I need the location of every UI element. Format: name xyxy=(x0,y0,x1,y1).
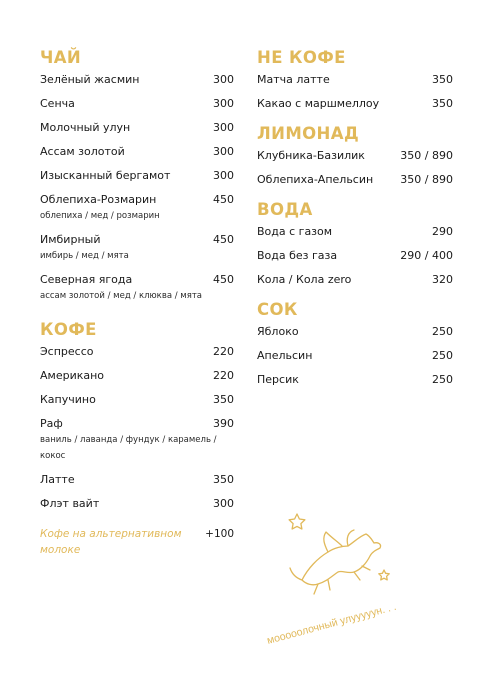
menu-item-name: Изысканный бергамот xyxy=(40,169,171,182)
menu-item-row xyxy=(257,172,453,188)
menu-item xyxy=(257,72,453,88)
menu-item-name: Облепиха-Апельсин xyxy=(257,173,374,186)
menu-item-row xyxy=(257,272,453,288)
menu-item xyxy=(40,120,234,136)
menu-item-price: 300 xyxy=(213,169,234,182)
menu-item-row xyxy=(257,72,453,88)
menu-item xyxy=(40,96,234,112)
menu-item-row xyxy=(40,232,234,248)
menu-item-price: 220 xyxy=(213,369,234,382)
menu-item-name: Зелёный жасмин xyxy=(40,73,140,86)
menu-item-row xyxy=(40,392,234,408)
menu-item-row xyxy=(257,348,453,364)
menu-item-row xyxy=(40,272,234,288)
lemonade-title: ЛИМОНАД xyxy=(257,124,360,143)
menu-item-price: 350 / 890 xyxy=(400,149,453,162)
menu-item-row xyxy=(40,368,234,384)
menu-item xyxy=(40,472,234,488)
menu-item-name: Сенча xyxy=(40,97,75,110)
juice-list xyxy=(257,324,453,388)
menu-item-row xyxy=(257,224,453,240)
coffee-list xyxy=(40,344,234,512)
menu-item-price: 300 xyxy=(213,497,234,510)
menu-item-price: 300 xyxy=(213,121,234,134)
menu-item-price: 300 xyxy=(213,73,234,86)
menu-item-price: 450 xyxy=(213,233,234,246)
menu-item-ingredients: облепиха / мед / розмарин xyxy=(40,211,160,221)
menu-item-row xyxy=(40,192,234,208)
menu-item-name: Апельсин xyxy=(257,349,313,362)
star-icon xyxy=(289,514,305,529)
menu-item xyxy=(257,96,453,112)
menu-item-price: 450 xyxy=(213,273,234,286)
menu-item-row xyxy=(40,168,234,184)
menu-item-ingredients: ассам золотой / мед / клюква / мята xyxy=(40,291,202,301)
tea-section xyxy=(40,44,234,304)
menu-item-price: 390 xyxy=(213,417,234,430)
cow-body-icon xyxy=(302,534,381,585)
menu-item-row xyxy=(257,96,453,112)
menu-item xyxy=(257,272,453,288)
menu-item xyxy=(40,144,234,160)
menu-item xyxy=(40,368,234,384)
coffee-section xyxy=(40,316,234,558)
alt-milk-note xyxy=(40,526,234,558)
not-coffee-list xyxy=(257,72,453,112)
water-section xyxy=(257,196,453,288)
lemonade-list xyxy=(257,148,453,188)
coffee-title: КОФЕ xyxy=(40,320,97,339)
menu-item xyxy=(257,172,453,188)
menu-item-name: Матча латте xyxy=(257,73,330,86)
menu-item-row xyxy=(257,324,453,340)
menu-item-price: 350 xyxy=(432,73,453,86)
water-title: ВОДА xyxy=(257,200,313,219)
menu-item-name: Персик xyxy=(257,373,299,386)
menu-item-name: Кола / Кола zero xyxy=(257,273,352,286)
menu-item-name: Эспрессо xyxy=(40,345,94,358)
menu-item-row xyxy=(40,120,234,136)
menu-item-name: Раф xyxy=(40,417,63,430)
menu-item-price: 250 xyxy=(432,349,453,362)
menu-item-row xyxy=(257,372,453,388)
menu-item-name: Имбирный xyxy=(40,233,101,246)
menu-item-price: 290 xyxy=(432,225,453,238)
menu-item xyxy=(257,248,453,264)
menu-item-row xyxy=(40,344,234,360)
small-star-icon xyxy=(379,570,389,580)
menu-item-row xyxy=(40,144,234,160)
menu-item xyxy=(40,72,234,88)
menu-item xyxy=(40,496,234,512)
menu-item-price: 450 xyxy=(213,193,234,206)
menu-item xyxy=(40,416,234,464)
menu-item-name: Американо xyxy=(40,369,105,382)
menu-item-name: Вода с газом xyxy=(257,225,333,238)
menu-item xyxy=(40,168,234,184)
menu-item-ingredients: ваниль / лаванда / фундук / карамель / кокос xyxy=(40,435,217,461)
menu-item-price: 250 xyxy=(432,325,453,338)
menu-item-name: Латте xyxy=(40,473,75,486)
not-coffee-title: НЕ КОФЕ xyxy=(257,48,346,67)
juice-section xyxy=(257,296,453,388)
menu-item-name: Ассам золотой xyxy=(40,145,125,158)
menu-item-price: 350 xyxy=(213,393,234,406)
menu-item xyxy=(257,148,453,164)
menu-item xyxy=(40,232,234,264)
menu-item-name: Облепиха-Розмарин xyxy=(40,193,157,206)
menu-item-price: 320 xyxy=(432,273,453,286)
right-column xyxy=(257,44,453,396)
juice-title: СОК xyxy=(257,300,298,319)
menu-item xyxy=(257,324,453,340)
doodle-caption: мооооолочный улууууун. . . xyxy=(265,600,398,647)
menu-item-name: Северная ягода xyxy=(40,273,133,286)
menu-item-row xyxy=(40,472,234,488)
menu-item-price: 300 xyxy=(213,97,234,110)
menu-item-name: Яблоко xyxy=(257,325,299,338)
menu-item-name: Флэт вайт xyxy=(40,497,100,510)
menu-item xyxy=(257,348,453,364)
tea-title: ЧАЙ xyxy=(40,48,82,67)
menu-item xyxy=(257,372,453,388)
menu-item-price: 290 / 400 xyxy=(400,249,453,262)
water-list xyxy=(257,224,453,288)
menu-item xyxy=(40,392,234,408)
menu-item-row xyxy=(40,72,234,88)
menu-item-price: 350 / 890 xyxy=(400,173,453,186)
menu-item-row xyxy=(257,248,453,264)
alt-milk-label: Кофе на альтернативном молоке xyxy=(40,528,182,556)
menu-item-name: Вода без газа xyxy=(257,249,338,262)
tea-list xyxy=(40,72,234,304)
menu-item-price: 350 xyxy=(213,473,234,486)
menu-item-price: 250 xyxy=(432,373,453,386)
menu-item xyxy=(40,344,234,360)
menu-item-price: 300 xyxy=(213,145,234,158)
menu-item-name: Капучино xyxy=(40,393,96,406)
alt-milk-price: +100 xyxy=(205,528,234,540)
menu-item xyxy=(257,224,453,240)
menu-item-price: 220 xyxy=(213,345,234,358)
menu-item-name: Клубника-Базилик xyxy=(257,149,365,162)
lemonade-section xyxy=(257,120,453,188)
menu-item-row xyxy=(257,148,453,164)
menu-item-price: 350 xyxy=(432,97,453,110)
menu-item xyxy=(40,272,234,304)
menu-item-name: Молочный улун xyxy=(40,121,131,134)
not-coffee-section xyxy=(257,44,453,112)
left-column xyxy=(40,44,234,558)
menu-item-row xyxy=(40,96,234,112)
menu-item-ingredients: имбирь / мед / мята xyxy=(40,251,129,261)
menu-item-name: Какао с маршмеллоу xyxy=(257,97,380,110)
menu-item xyxy=(40,192,234,224)
menu-item-row xyxy=(40,496,234,512)
cow-doodle-illustration xyxy=(262,508,462,658)
menu-item-row xyxy=(40,416,234,432)
